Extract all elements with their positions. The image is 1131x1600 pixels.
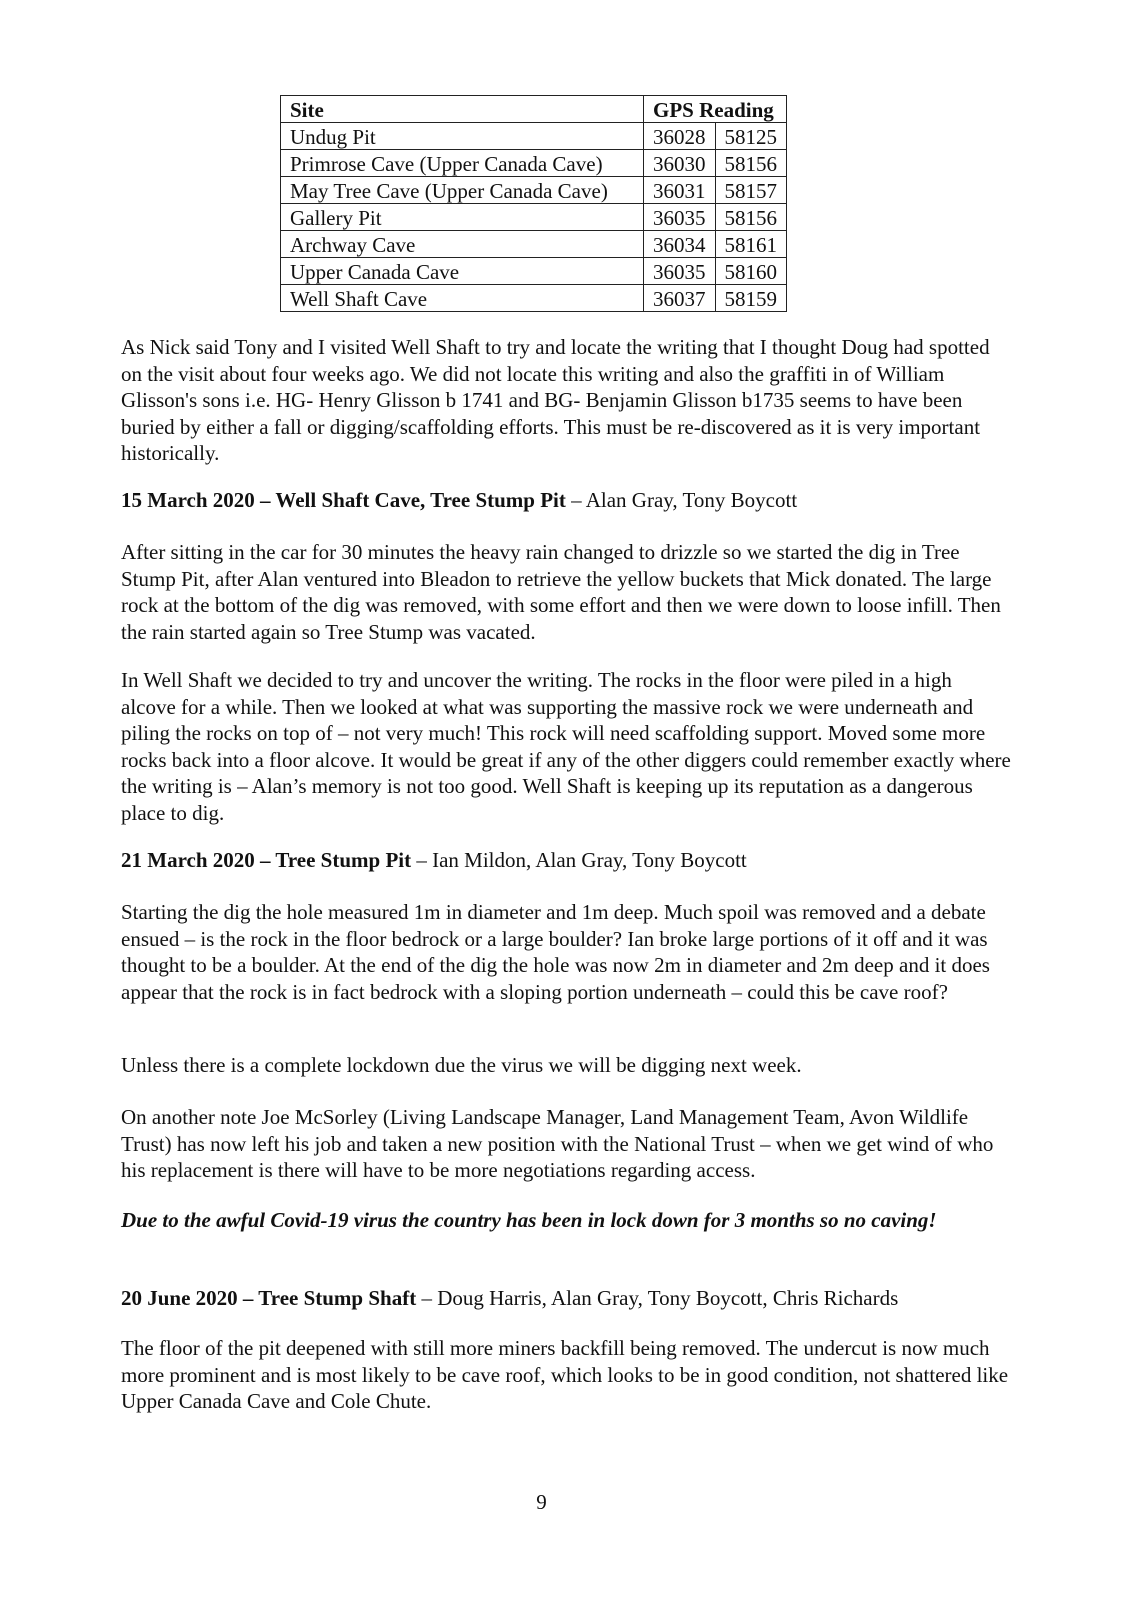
entry-date-title: 15 March 2020 – Well Shaft Cave, Tree Stump Pit [121, 488, 566, 512]
northing-cell: 58156 [715, 150, 787, 177]
easting-cell: 36034 [644, 231, 716, 258]
easting-cell: 36037 [644, 285, 716, 312]
easting-cell: 36030 [644, 150, 716, 177]
paragraph-dig-measurements: Starting the dig the hole measured 1m in diameter and 1m deep. Much spoil was removed and a debate ensued – is the rock in the floor bedrock or a large boulder? Ian broke large portions of it off and it was thought to be a boulder. At the end of the dig the hole was now 2m in diameter and 2m deep and it does appear that the rock is in fact bedrock with a sloping portion underneath – could this be cave roof? [121, 900, 990, 1004]
easting-cell: 36035 [644, 204, 716, 231]
page-number: 9 [536, 1490, 547, 1514]
gps-column-header: GPS Reading [644, 96, 787, 123]
site-cell: Primrose Cave (Upper Canada Cave) [281, 150, 644, 177]
site-cell: Gallery Pit [281, 204, 644, 231]
paragraph-tree-stump-dig: After sitting in the car for 30 minutes the heavy rain changed to drizzle so we started the dig in Tree Stump Pit, after Alan ventured into Bleadon to retrieve the yellow buckets that Mick donated. The large rock at the bottom of the dig was removed, with some effort and then we were down to loose infill. Then the rain started again so Tree Stump was vacated. [121, 540, 1001, 644]
northing-cell: 58159 [715, 285, 787, 312]
northing-cell: 58160 [715, 258, 787, 285]
paragraph-well-shaft-writing: In Well Shaft we decided to try and uncover the writing. The rocks in the floor were piled in a high alcove for a while. Then we looked at what was supporting the massive rock we were underneath and piling the rocks on top of – not very much! This rock will need scaffolding support. Moved some more rocks back into a floor alcove. It would be great if any of the other diggers could remember exactly where the writing is – Alan’s memory is not too good. Well Shaft is keeping up its reputation as a dangerous place to dig. [121, 668, 1011, 825]
site-cell: May Tree Cave (Upper Canada Cave) [281, 177, 644, 204]
paragraph-access-note: On another note Joe McSorley (Living Landscape Manager, Land Management Team, Avon Wildlife Trust) has now left his job and taken a new position with the National Trust – when we get wind of who his replacement is there will have to be more negotiations regarding access. [121, 1105, 994, 1182]
easting-cell: 36031 [644, 177, 716, 204]
table-row [281, 177, 787, 204]
site-column-header: Site [281, 96, 644, 123]
entry-people: – Alan Gray, Tony Boycott [565, 488, 798, 512]
easting-cell: 36028 [644, 123, 716, 150]
covid-note: Due to the awful Covid-19 virus the country has been in lock down for 3 months so no caving! [121, 1208, 937, 1232]
entry-date-title: 20 June 2020 – Tree Stump Shaft [121, 1286, 417, 1310]
northing-cell: 58156 [715, 204, 787, 231]
paragraph-well-shaft-visit: As Nick said Tony and I visited Well Shaft to try and locate the writing that I thought Doug had spotted on the visit about four weeks ago. We did not locate this writing and also the graffiti in of William Glisson's sons i.e. HG- Henry Glisson b 1741 and BG- Benjamin Glisson b1735 seems to have been buried by either a fall or digging/scaffolding efforts. This must be re-discovered as it is very important historically. [121, 335, 990, 465]
gps-readings-table [280, 95, 787, 312]
easting-cell: 36035 [644, 258, 716, 285]
northing-cell: 58125 [715, 123, 787, 150]
paragraph-undercut: The floor of the pit deepened with still more miners backfill being removed. The undercut is now much more prominent and is most likely to be cave roof, which looks to be in good condition, not shattered like Upper Canada Cave and Cole Chute. [121, 1336, 1009, 1413]
entry-heading-20-june [121, 1285, 1011, 1312]
northing-cell: 58157 [715, 177, 787, 204]
entry-people: – Doug Harris, Alan Gray, Tony Boycott, Chris Richards [416, 1286, 899, 1310]
table-row [281, 258, 787, 285]
site-cell: Undug Pit [281, 123, 644, 150]
table-row [281, 285, 787, 312]
entry-date-title: 21 March 2020 – Tree Stump Pit [121, 848, 412, 872]
entry-people: – Ian Mildon, Alan Gray, Tony Boycott [411, 848, 747, 872]
entry-heading-15-march [121, 487, 1011, 514]
entry-heading-21-march [121, 847, 1011, 874]
site-cell: Archway Cave [281, 231, 644, 258]
site-cell: Upper Canada Cave [281, 258, 644, 285]
table-row [281, 150, 787, 177]
paragraph-lockdown-plan: Unless there is a complete lockdown due the virus we will be digging next week. [121, 1053, 802, 1077]
table-row [281, 123, 787, 150]
table-row [281, 204, 787, 231]
site-cell: Well Shaft Cave [281, 285, 644, 312]
northing-cell: 58161 [715, 231, 787, 258]
table-row [281, 231, 787, 258]
table-header-row [281, 96, 787, 123]
